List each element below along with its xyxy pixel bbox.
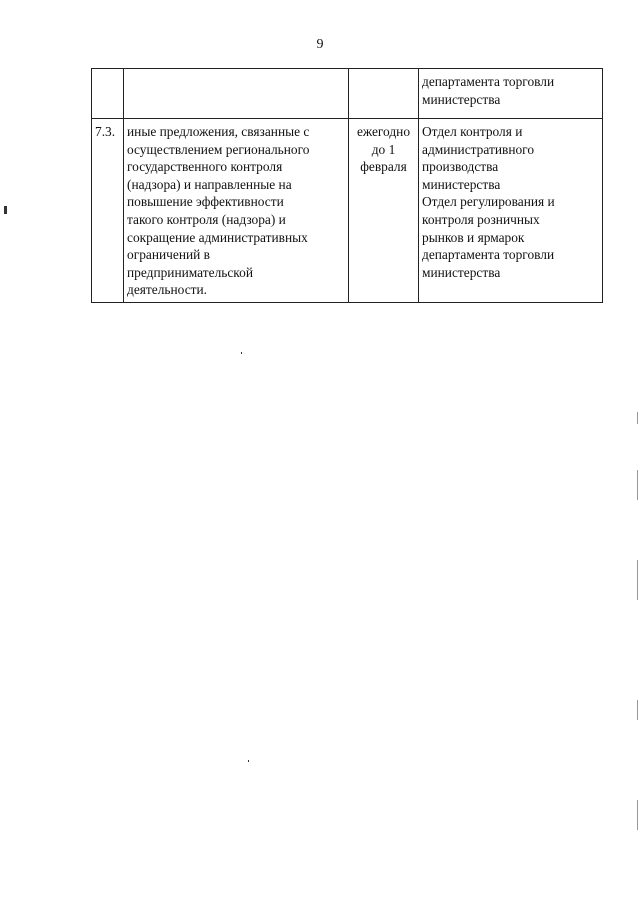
text-line: контроля розничных (422, 211, 540, 227)
text-line: департамента торговли (422, 74, 555, 89)
text-line: государственного контроля (127, 159, 283, 175)
text-line: административного (422, 141, 535, 157)
text-line: осуществлением регионального (127, 141, 310, 157)
scan-speck (4, 206, 7, 214)
cell-term (349, 69, 419, 119)
text-line: повышение эффективности (127, 194, 284, 210)
text-line: ограничений в (127, 247, 211, 263)
cell-number: 7.3. (92, 119, 124, 303)
text-line: производства (422, 159, 499, 175)
cell-description (124, 69, 349, 119)
table-row (92, 119, 603, 303)
scan-edge-mark (637, 700, 638, 720)
text-line: сокращение административных (127, 229, 308, 245)
scan-edge-mark (637, 412, 638, 424)
text-line: иные предложения, связанные с (127, 124, 310, 139)
text-line: предпринимательской (127, 264, 253, 280)
table-row (92, 69, 603, 119)
text-line: до 1 (371, 141, 396, 157)
text-line: министерства (422, 264, 501, 280)
text-line: рынков и ярмарок (422, 229, 525, 245)
text-line: февраля (360, 159, 407, 175)
cell-responsible (419, 69, 603, 119)
text-line: ежегодно (356, 124, 411, 139)
text-line: (надзора) и направленные на (127, 176, 292, 192)
scan-speck (248, 760, 249, 762)
document-table (91, 68, 603, 303)
scan-speck (241, 352, 242, 354)
cell-term (349, 119, 419, 303)
text-line: такого контроля (надзора) и (127, 211, 286, 227)
text-line: деятельности. (127, 282, 208, 298)
cell-description (124, 119, 349, 303)
text-line: Отдел регулирования и (422, 194, 555, 210)
scan-edge-mark (637, 560, 638, 600)
scan-edge-mark (637, 800, 638, 830)
text-line: министерства (422, 91, 501, 107)
text-line: департамента торговли (422, 247, 555, 263)
text-line: министерства (422, 176, 501, 192)
cell-responsible (419, 119, 603, 303)
page-number: 9 (316, 37, 324, 52)
scan-edge-mark (637, 470, 638, 500)
text-line: Отдел контроля и (422, 124, 523, 139)
cell-number (92, 69, 124, 119)
